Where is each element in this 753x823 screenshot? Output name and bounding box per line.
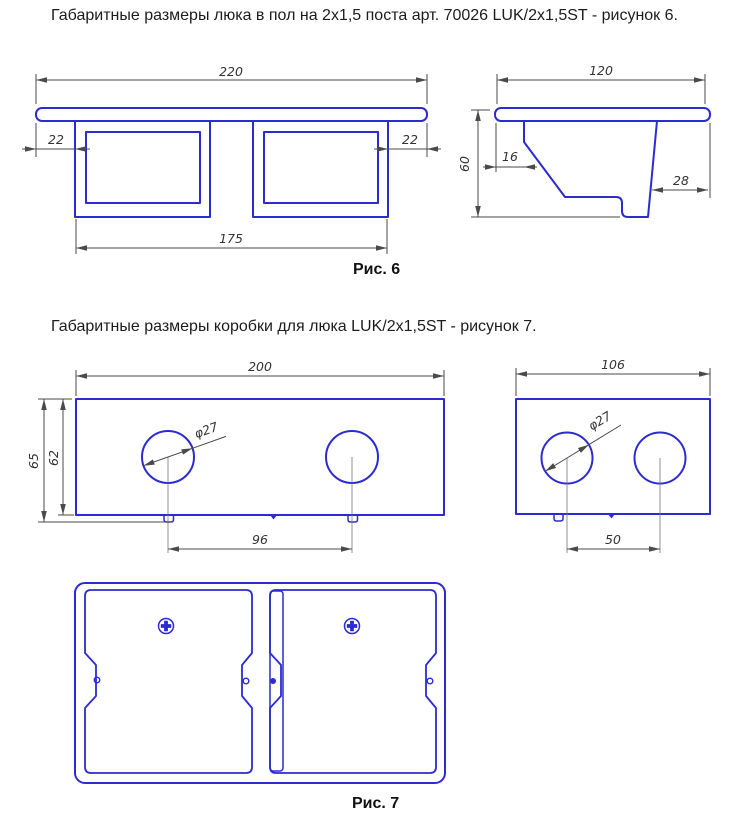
screw-icon-right	[345, 619, 360, 634]
dim-28: 28	[673, 173, 689, 188]
figure7-box-drawing	[0, 350, 753, 557]
fig7-side-dimension-lines	[516, 368, 710, 549]
fig7-front-view	[26, 359, 444, 553]
fig6-side-dimension-lines	[471, 74, 710, 217]
box-front-outline	[76, 399, 444, 515]
right-compartment	[270, 590, 436, 773]
bottom-tab-left	[164, 515, 174, 522]
dim-106: 106	[601, 357, 625, 372]
hatch-top-plate	[36, 108, 427, 121]
dim-16: 16	[502, 149, 518, 164]
dim-62: 62	[46, 450, 61, 466]
hatch-top-plate-side	[495, 108, 710, 121]
screw-icon-left	[159, 619, 174, 634]
dim-200: 200	[248, 359, 272, 374]
dim-65: 65	[26, 453, 41, 469]
fig7-side-view	[516, 357, 710, 553]
fig7-front-dimension-lines	[38, 370, 444, 549]
dim-60: 60	[457, 156, 472, 172]
figure6-drawing	[0, 60, 753, 292]
bottom-tab-right	[348, 515, 358, 522]
dim-220: 220	[219, 64, 243, 79]
dim-dia27-side: φ27	[585, 408, 614, 434]
dim-22-right: 22	[402, 132, 418, 147]
box-plan-outline	[75, 583, 445, 783]
paragraph-box-dimensions: Габаритные размеры коробки для люка LUK/2х1,5ST - рисунок 7.	[51, 318, 537, 335]
figure7-plan-drawing	[0, 570, 753, 795]
dim-120: 120	[589, 63, 613, 78]
dim-22-left: 22	[48, 132, 64, 147]
dim-96: 96	[252, 532, 268, 547]
dim-dia27-front: φ27	[192, 418, 221, 442]
right-box-inner	[264, 132, 378, 203]
bottom-tab-side	[554, 514, 563, 521]
box-side-outline	[516, 399, 710, 514]
fixing-hole-3-filled	[270, 678, 276, 684]
left-box-inner	[86, 132, 200, 203]
fixing-hole-1	[94, 677, 100, 683]
hatch-body-profile	[524, 121, 657, 217]
bottom-notch	[270, 515, 277, 520]
left-compartment	[85, 590, 252, 773]
fixing-hole-4	[427, 678, 433, 684]
fig7-plan-view	[75, 583, 445, 783]
fig6-side-view	[457, 63, 710, 217]
figure7-caption: Рис. 7	[352, 795, 400, 812]
figure6-caption: Рис. 6	[353, 261, 401, 278]
dim-175: 175	[219, 231, 243, 246]
fig6-front-view	[22, 64, 441, 254]
paragraph-hatch-dimensions: Габаритные размеры люка в пол на 2х1,5 поста арт. 70026 LUK/2х1,5ST - рисунок 6.	[51, 7, 678, 24]
bottom-notch-side	[608, 514, 615, 519]
fixing-hole-2	[243, 678, 249, 684]
dim-50: 50	[605, 532, 621, 547]
